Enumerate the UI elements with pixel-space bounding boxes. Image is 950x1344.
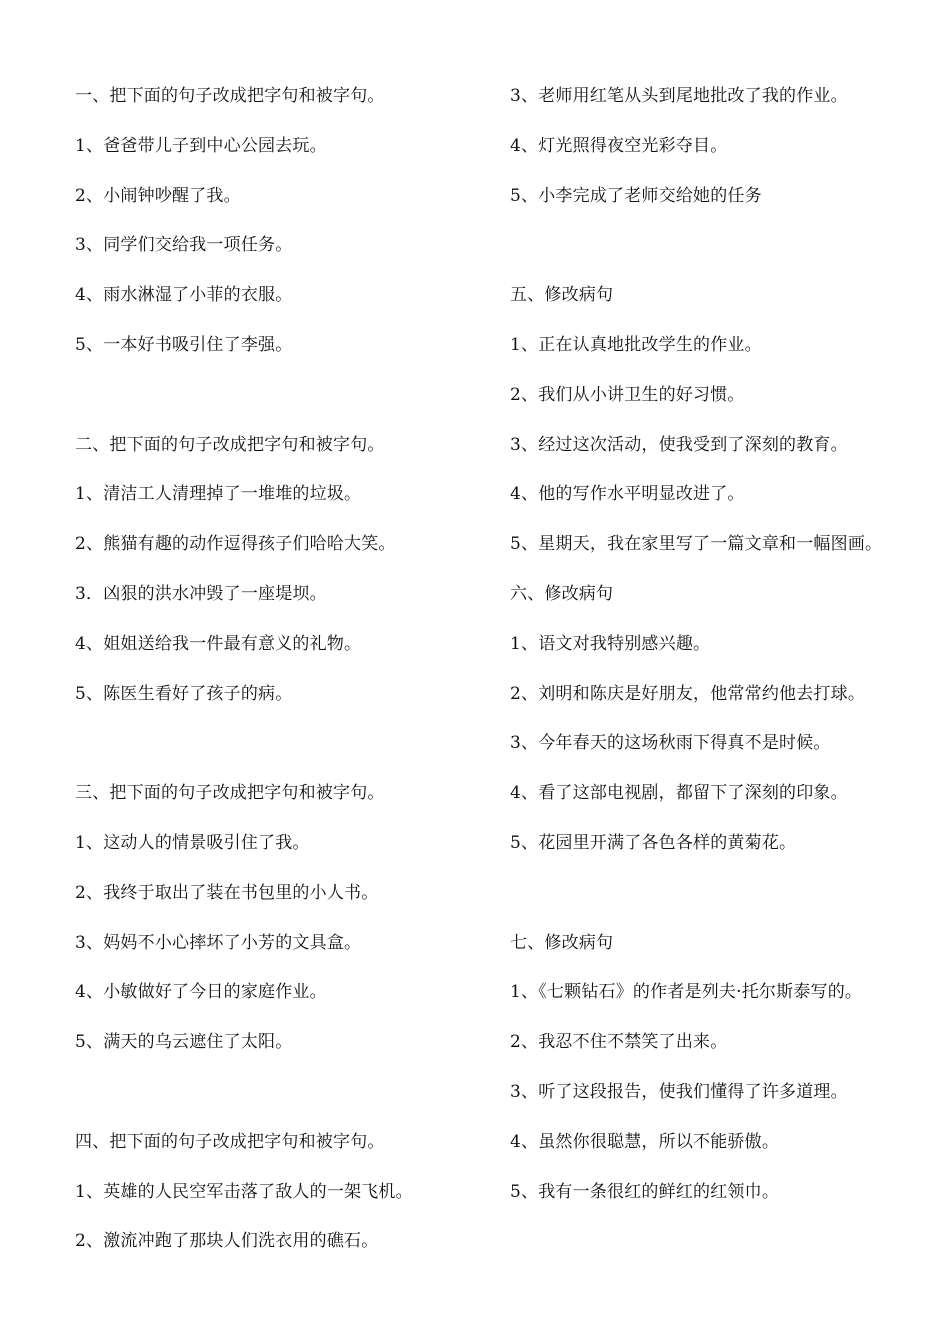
exercise-item: 4、雨水淋湿了小菲的衣服。	[75, 285, 293, 306]
exercise-item: 1、正在认真地批改学生的作业。	[510, 334, 762, 355]
exercise-item: 4、姐姐送给我一件最有意义的礼物。	[75, 633, 362, 654]
exercise-item: 2、我们从小讲卫生的好习惯。	[510, 384, 745, 405]
spacer	[75, 729, 495, 779]
exercise-item: 5、一本好书吸引住了李强。	[75, 334, 293, 355]
exercise-item: 4、他的写作水平明显改进了。	[510, 484, 745, 505]
section-heading: 六、修改病句	[510, 583, 614, 604]
exercise-item: 4、虽然你很聪慧，所以不能骄傲。	[510, 1131, 780, 1152]
exercise-item: 2、小闹钟吵醒了我。	[75, 185, 241, 206]
spacer	[75, 381, 495, 431]
exercise-item: 4、看了这部电视剧，都留下了深刻的印象。	[510, 783, 848, 804]
exercise-item: 3、经过这次活动，使我受到了深刻的教育。	[510, 434, 848, 455]
exercise-item: 5、满天的乌云遮住了太阳。	[75, 1032, 293, 1053]
exercise-item: 2、我终于取出了装在书包里的小人书。	[75, 882, 379, 903]
exercise-item: 1、英雄的人民空军击落了敌人的一架飞机。	[75, 1181, 413, 1202]
exercise-item: 3、今年春天的这场秋雨下得真不是时候。	[510, 733, 831, 754]
exercise-item: 2、刘明和陈庆是好朋友，他常常约他去打球。	[510, 683, 866, 704]
exercise-item: 2、我忍不住不禁笑了出来。	[510, 1032, 728, 1053]
exercise-item: 1、这动人的情景吸引住了我。	[75, 832, 310, 853]
exercise-item: 3、老师用红笔从头到尾地批改了我的作业。	[510, 86, 848, 106]
section-heading: 三、把下面的句子改成把字句和被字句。	[75, 783, 385, 804]
exercise-item: 1、爸爸带儿子到中心公园去玩。	[75, 135, 327, 156]
exercise-item: 3、妈妈不小心摔坏了小芳的文具盒。	[75, 932, 362, 953]
exercise-item: 5、小李完成了老师交给她的任务	[510, 185, 762, 206]
spacer	[510, 231, 940, 281]
right-column	[510, 82, 940, 1227]
exercise-item: 4、小敏做好了今日的家庭作业。	[75, 982, 327, 1003]
exercise-item: 5、陈医生看好了孩子的病。	[75, 683, 293, 704]
exercise-item: 1、语文对我特别感兴趣。	[510, 633, 711, 654]
left-column	[75, 82, 495, 1277]
exercise-item: 5、花园里开满了各色各样的黄菊花。	[510, 832, 797, 853]
exercise-item: 1、清洁工人清理掉了一堆堆的垃圾。	[75, 484, 362, 505]
exercise-item: 5、我有一条很红的鲜红的红领巾。	[510, 1181, 780, 1202]
exercise-item: 2、激流冲跑了那块人们洗衣用的礁石。	[75, 1231, 379, 1252]
exercise-item: 2、熊猫有趣的动作逗得孩子们哈哈大笑。	[75, 534, 396, 555]
exercise-item: 5、星期天，我在家里写了一篇文章和一幅图画。	[510, 534, 883, 555]
section-heading: 二、把下面的句子改成把字句和被字句。	[75, 434, 385, 455]
spacer	[75, 1078, 495, 1128]
exercise-item: 4、灯光照得夜空光彩夺目。	[510, 135, 728, 156]
section-heading: 四、把下面的句子改成把字句和被字句。	[75, 1131, 385, 1152]
spacer	[510, 879, 940, 929]
section-heading: 五、修改病句	[510, 285, 614, 306]
exercise-item: 3、同学们交给我一项任务。	[75, 235, 293, 256]
exercise-item: 3、听了这段报告，使我们懂得了许多道理。	[510, 1081, 848, 1102]
section-heading: 一、把下面的句子改成把字句和被字句。	[75, 86, 385, 106]
exercise-item: 3．凶狠的洪水冲毁了一座堤坝。	[75, 583, 327, 604]
exercise-item: 1、《七颗钻石》的作者是列夫·托尔斯泰写的。	[510, 982, 863, 1003]
section-heading: 七、修改病句	[510, 932, 614, 953]
